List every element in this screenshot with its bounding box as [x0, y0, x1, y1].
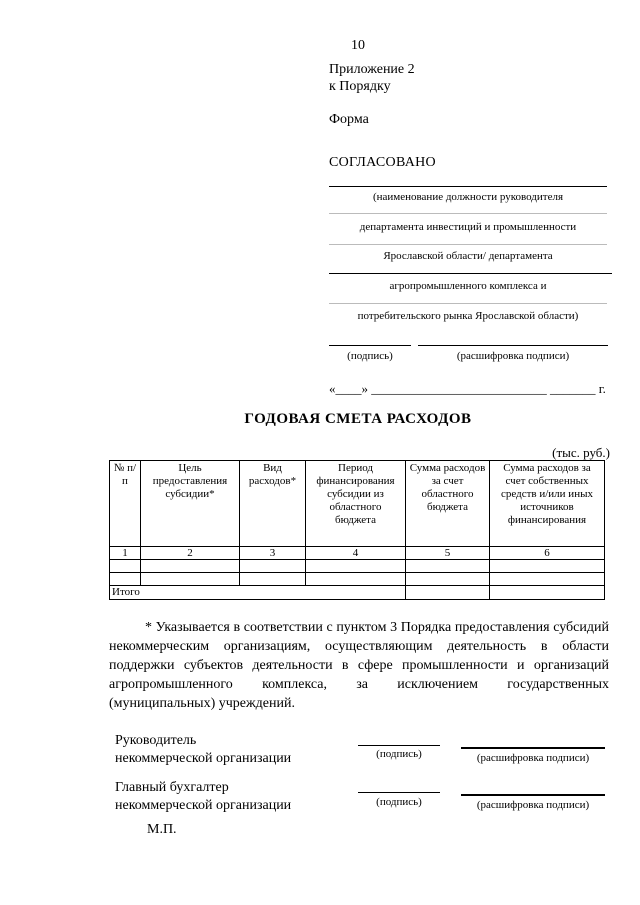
approval-caption-4: агропромышленного комплекса и — [389, 280, 547, 292]
stamp-place: М.П. — [147, 822, 177, 837]
table-cell[interactable] — [406, 560, 490, 573]
approval-line — [329, 213, 607, 214]
approval-caption-5: потребительского рынка Ярославской области) — [357, 310, 579, 322]
approval-date: «____» ___________________________ _______ г. — [329, 381, 606, 396]
footnote — [109, 618, 609, 713]
total-row — [110, 586, 605, 600]
approval-line — [329, 244, 607, 245]
appendix-line-2: к Порядку — [329, 79, 391, 94]
director-signature-line — [358, 745, 440, 746]
column-number: 6 — [490, 547, 605, 560]
table-cell[interactable] — [141, 573, 240, 586]
accountant-role-line-2: некоммерческой организации — [115, 798, 292, 813]
table-cell[interactable] — [306, 560, 406, 573]
table-cell[interactable] — [110, 573, 141, 586]
decoding-line — [418, 345, 608, 346]
approval-caption-1: (наименование должности руководителя — [372, 191, 564, 203]
director-role-line-1: Руководитель — [115, 733, 197, 748]
table-cell[interactable] — [490, 573, 605, 586]
accountant-decoding-caption: (расшифровка подписи) — [476, 799, 590, 811]
column-numbers-row — [110, 547, 605, 560]
approval-caption-2: департамента инвестиций и промышленности — [359, 221, 577, 233]
header-cell: Сумма расходов за счет собственных средств и/или иных источников финансирования — [490, 461, 605, 547]
approval-line — [329, 273, 612, 274]
director-decoding-line — [461, 747, 605, 749]
table-cell[interactable] — [141, 560, 240, 573]
table-cell[interactable] — [240, 560, 306, 573]
column-number: 5 — [406, 547, 490, 560]
appendix-line-1: Приложение 2 — [329, 62, 415, 77]
total-cell[interactable] — [406, 586, 490, 600]
director-decoding-caption: (расшифровка подписи) — [476, 752, 590, 764]
approval-caption-3: Ярославской области/ департамента — [383, 250, 553, 262]
table-row — [110, 560, 605, 573]
decoding-caption: (расшифровка подписи) — [456, 350, 570, 362]
document-title: ГОДОВАЯ СМЕТА РАСХОДОВ — [244, 411, 472, 427]
table-cell[interactable] — [490, 560, 605, 573]
table-cell[interactable] — [406, 573, 490, 586]
header-cell: Вид расходов* — [240, 461, 306, 547]
total-label: Итого — [110, 586, 406, 600]
column-number: 1 — [110, 547, 141, 560]
header-cell: Сумма расходов за счет областного бюджета — [406, 461, 490, 547]
table-cell[interactable] — [240, 573, 306, 586]
table-row — [110, 573, 605, 586]
accountant-signature-caption: (подпись) — [376, 796, 422, 808]
column-number: 4 — [306, 547, 406, 560]
signature-line — [329, 345, 411, 346]
table-cell[interactable] — [110, 560, 141, 573]
director-signature-caption: (подпись) — [376, 748, 422, 760]
director-role-line-2: некоммерческой организации — [115, 751, 292, 766]
accountant-role-line-1: Главный бухгалтер — [115, 780, 229, 795]
units-label: (тыс. руб.) — [552, 445, 610, 460]
header-cell: № п/п — [110, 461, 141, 547]
column-number: 2 — [141, 547, 240, 560]
form-label: Форма — [329, 112, 369, 127]
page-number: 10 — [351, 38, 365, 53]
total-cell[interactable] — [490, 586, 605, 600]
approval-line — [329, 186, 607, 187]
signature-caption: (подпись) — [347, 350, 393, 362]
appendix-label — [329, 61, 415, 95]
header-cell: Период финансирования субсидии из областного бюджета — [306, 461, 406, 547]
column-number: 3 — [240, 547, 306, 560]
director-role — [115, 732, 291, 768]
accountant-role — [115, 779, 291, 815]
approval-line — [329, 303, 607, 304]
approval-heading: СОГЛАСОВАНО — [329, 155, 436, 170]
accountant-signature-line — [358, 792, 440, 793]
footnote-text: * Указывается в соответствии с пунктом 3 Порядка предоставления субсидий некоммерческим организациям, осуществляющим деятельность в области поддержки субъектов деятельности в сфере промышленности и организаций агропромышленного комплекса, за исключением государственных (муниципальных) учреждений. — [109, 620, 609, 711]
table-cell[interactable] — [306, 573, 406, 586]
header-cell: Цель предоставления субсидии* — [141, 461, 240, 547]
budget-table — [109, 460, 605, 600]
table-header-row — [110, 461, 605, 547]
accountant-decoding-line — [461, 794, 605, 796]
